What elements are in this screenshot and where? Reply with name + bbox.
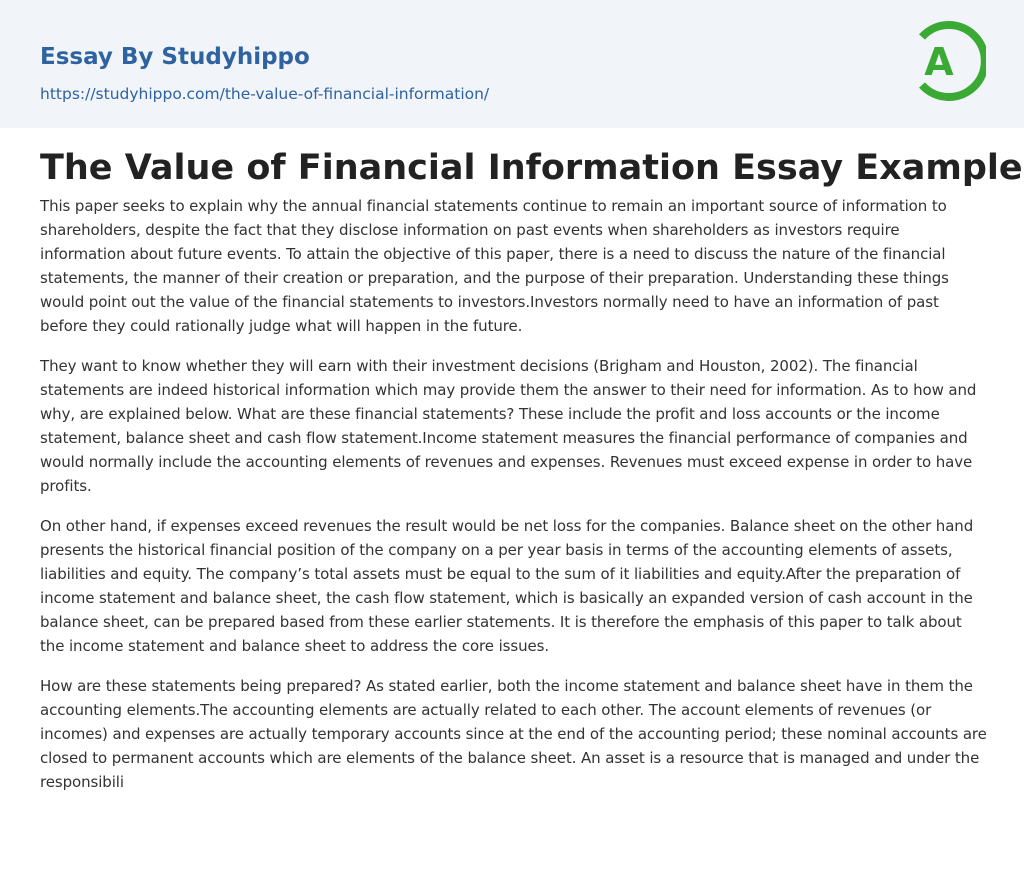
svg-text:A: A — [924, 40, 954, 84]
site-brand[interactable]: Essay By Studyhippo — [40, 44, 310, 70]
article-paragraph: On other hand, if expenses exceed revenues the result would be net loss for the companies. Balance sheet on the other hand presents the historical financial position of the company on a per year basis in terms of the accounting elements of assets, liabilities and equity. The company’s total assets must be equal to the sum of it liabilities and equity.After the preparation of income statement and balance sheet, the cash flow statement, which is basically an expanded version of cash account in the balance sheet, can be prepared based from these earlier statements. It is therefore the emphasis of this paper to talk about the income statement and balance sheet to address the core issues. — [40, 517, 974, 655]
studyhippo-logo-icon[interactable] — [912, 19, 986, 105]
article-paragraph: How are these statements being prepared? As stated earlier, both the income statement and balance sheet have in them the accounting elements.The accounting elements are actually related to each other. The account elements of revenues (or incomes) and expenses are actually temporary accounts since at the end of the accounting period; these nominal accounts are closed to permanent accounts which are elements of the balance sheet. An asset is a resource that is managed and under the responsibili — [40, 677, 987, 791]
site-header — [0, 0, 1024, 128]
page-title: The Value of Financial Information Essay Example — [40, 148, 1023, 188]
article-paragraph: They want to know whether they will earn with their investment decisions (Brigham and Houston, 2002). The financial statements are indeed historical information which may provide them the answer to their need for information. As to how and why, are explained below. What are these financial statements? These include the profit and loss accounts or the income statement, balance sheet and cash flow statement.Income statement measures the financial performance of companies and would normally include the accounting elements of revenues and expenses. Revenues must exceed expense in order to have profits. — [40, 357, 977, 495]
article-paragraph: This paper seeks to explain why the annual financial statements continue to remain an important source of information to shareholders, despite the fact that they disclose information on past events when shareholders as investors require information about future events. To attain the objective of this paper, there is a need to discuss the nature of the financial statements, the manner of their creation or preparation, and the purpose of their preparation. Understanding these things would point out the value of the financial statements to investors.Investors normally need to have an information of past before they could rationally judge what will happen in the future. — [40, 197, 949, 335]
article-url-link[interactable]: https://studyhippo.com/the-value-of-financial-information/ — [40, 85, 490, 103]
article-body — [40, 194, 988, 810]
